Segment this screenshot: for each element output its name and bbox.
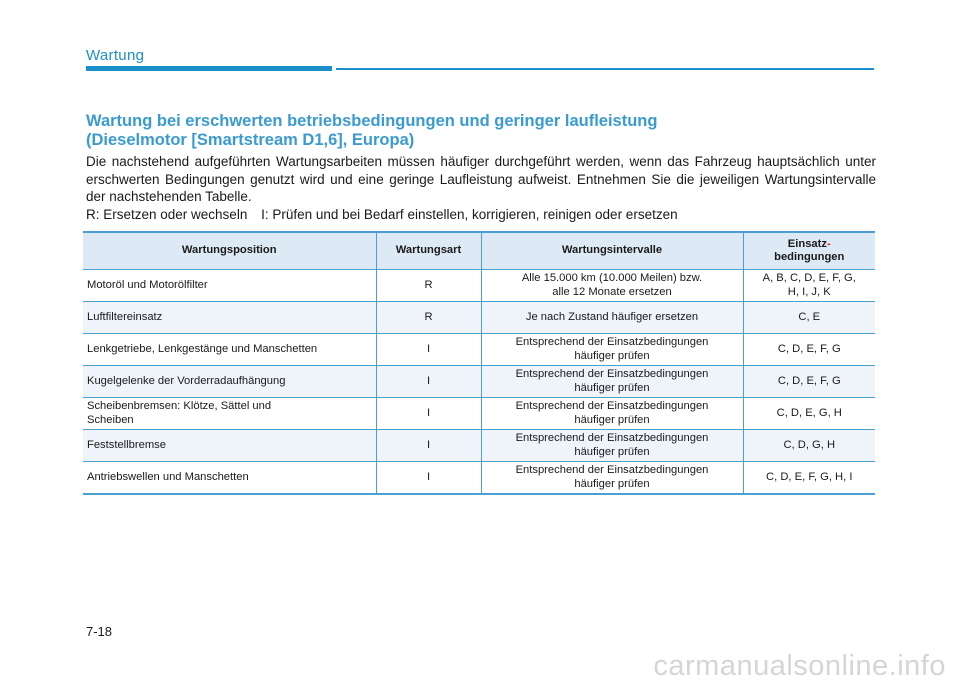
cell-art: I	[376, 398, 481, 430]
cell-intervall	[481, 462, 743, 495]
section-header-label: Wartung	[86, 47, 145, 64]
cell-intervall	[481, 366, 743, 398]
intervall-line2: häufiger prüfen	[574, 445, 650, 458]
cell-bedingungen: C, D, E, F, G, H, I	[743, 462, 875, 495]
table-row	[83, 302, 875, 334]
cell-intervall	[481, 398, 743, 430]
table-row	[83, 366, 875, 398]
intervall-line1: Entsprechend der Einsatzbedingungen	[515, 368, 709, 380]
header-einsatzbedingungen	[743, 232, 875, 270]
intervall-line1: Alle 15.000 km (10.000 Meilen) bzw.	[521, 272, 703, 284]
table-row	[83, 270, 875, 302]
cell-art: R	[376, 302, 481, 334]
legend	[86, 206, 876, 223]
table-row	[83, 430, 875, 462]
cell-bedingungen: C, D, E, G, H	[743, 398, 875, 430]
header-rule	[336, 68, 874, 70]
header-wartungsart: Wartungsart	[376, 232, 481, 270]
cell-intervall	[481, 430, 743, 462]
cell-position: Feststellbremse	[83, 430, 376, 462]
header-einsatz-part1: Einsatz	[787, 237, 827, 250]
cell-bedingungen: C, D, E, F, G	[743, 366, 875, 398]
intervall-line2: häufiger prüfen	[574, 413, 650, 426]
cell-position: Antriebswellen und Manschetten	[83, 462, 376, 495]
cell-bedingungen: C, E	[743, 302, 875, 334]
cell-position: Lenkgetriebe, Lenkgestänge und Manschetten	[83, 334, 376, 366]
page-title	[86, 112, 876, 150]
cell-bedingungen: C, D, G, H	[743, 430, 875, 462]
bedingungen-line1: A, B, C, D, E, F, G,	[762, 272, 856, 284]
intervall-line2: alle 12 Monate ersetzen	[552, 285, 672, 298]
header-einsatz-part2: bedingungen	[774, 251, 845, 263]
cell-intervall	[481, 270, 743, 302]
intervall-line1: Entsprechend der Einsatzbedingungen	[515, 464, 709, 476]
cell-intervall	[481, 334, 743, 366]
table-header-row	[83, 232, 875, 270]
intervall-line1: Entsprechend der Einsatzbedingungen	[515, 336, 709, 348]
cell-bedingungen	[743, 270, 875, 302]
intervall-line1: Entsprechend der Einsatzbedingungen	[515, 400, 709, 412]
intervall-line2: häufiger prüfen	[574, 349, 650, 362]
intro-paragraph: Die nachstehend aufgeführten Wartungsarbeiten müssen häufiger durchgeführt werden, wenn das Fahrzeug hauptsächlich unter erschwerten Bedingungen genutzt wird und eine geringe Laufleistung aufweist. Entnehmen Sie die jeweiligen Wartungsintervalle der nachstehenden Tabelle.	[86, 154, 876, 204]
title-line-2: (Dieselmotor [Smartstream D1,6], Europa)	[86, 131, 415, 149]
intervall-line2: häufiger prüfen	[574, 477, 650, 490]
maintenance-table	[83, 231, 875, 495]
cell-position: Luftfiltereinsatz	[83, 302, 376, 334]
intervall-line2: häufiger prüfen	[574, 381, 650, 394]
cell-art: I	[376, 462, 481, 495]
header-wartungsposition: Wartungsposition	[83, 232, 376, 270]
position-line1: Scheibenbremsen: Klötze, Sättel und	[87, 400, 272, 412]
bedingungen-line2: H, I, J, K	[787, 285, 831, 298]
header-accent-bar	[86, 66, 332, 71]
legend-r: R: Ersetzen oder wechseln	[86, 207, 248, 222]
cell-bedingungen: C, D, E, F, G	[743, 334, 875, 366]
cell-position: Kugelgelenke der Vorderradaufhängung	[83, 366, 376, 398]
cell-art: R	[376, 270, 481, 302]
cell-art: I	[376, 430, 481, 462]
cell-position	[83, 398, 376, 430]
header-einsatz-hyphen: -	[826, 237, 831, 250]
header-wartungsintervalle: Wartungsintervalle	[481, 232, 743, 270]
page-number: 7-18	[86, 624, 113, 639]
intervall-line1: Entsprechend der Einsatzbedingungen	[515, 432, 709, 444]
cell-intervall: Je nach Zustand häufiger ersetzen	[481, 302, 743, 334]
cell-art: I	[376, 334, 481, 366]
table-row	[83, 334, 875, 366]
table-row	[83, 462, 875, 495]
legend-i: I: Prüfen und bei Bedarf einstellen, korrigieren, reinigen oder ersetzen	[261, 207, 678, 222]
table-row	[83, 398, 875, 430]
watermark: carmanualsonline.info	[653, 650, 946, 682]
cell-position: Motoröl und Motorölfilter	[83, 270, 376, 302]
title-line-1: Wartung bei erschwerten betriebsbedingungen und geringer laufleistung	[86, 112, 658, 130]
position-line2: Scheiben	[87, 413, 134, 426]
cell-art: I	[376, 366, 481, 398]
